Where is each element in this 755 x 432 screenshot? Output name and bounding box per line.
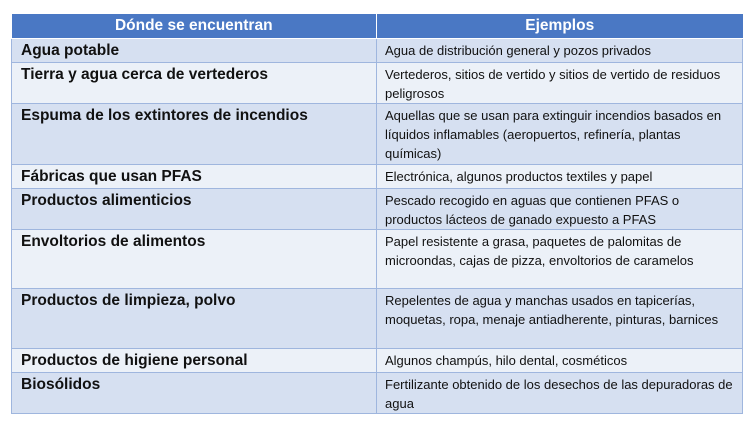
table-row [12,189,743,230]
pfas-sources-table-container [11,14,742,414]
table-row [12,104,743,165]
row-examples: Papel resistente a grasa, paquetes de palomitas de microondas, cajas de pizza, envoltorios de caramelos [377,230,743,289]
row-where: Tierra y agua cerca de vertederos [12,63,377,104]
row-examples: Fertilizante obtenido de los desechos de las depuradoras de agua [377,373,743,414]
row-where: Agua potable [12,39,377,63]
table-row [12,373,743,414]
row-where: Productos alimenticios [12,189,377,230]
pfas-sources-table [11,14,743,414]
row-where: Productos de limpieza, polvo [12,289,377,349]
row-examples: Vertederos, sitios de vertido y sitios de vertido de residuos peligrosos [377,63,743,104]
row-examples: Repelentes de agua y manchas usados en tapicerías, moquetas, ropa, menaje antiadherente, pinturas, barnices [377,289,743,349]
table-row [12,349,743,373]
header-examples: Ejemplos [377,14,743,39]
table-row [12,289,743,349]
row-examples: Algunos champús, hilo dental, cosméticos [377,349,743,373]
row-where: Espuma de los extintores de incendios [12,104,377,165]
header-where: Dónde se encuentran [12,14,377,39]
table-header-row [12,14,743,39]
table-row [12,63,743,104]
row-examples: Pescado recogido en aguas que contienen PFAS o productos lácteos de ganado expuesto a PFAS [377,189,743,230]
row-examples: Electrónica, algunos productos textiles y papel [377,165,743,189]
row-examples: Agua de distribución general y pozos privados [377,39,743,63]
row-where: Fábricas que usan PFAS [12,165,377,189]
table-row [12,230,743,289]
row-where: Envoltorios de alimentos [12,230,377,289]
row-examples: Aquellas que se usan para extinguir incendios basados en líquidos inflamables (aeropuertos, refinería, plantas químicas) [377,104,743,165]
row-where: Productos de higiene personal [12,349,377,373]
table-row [12,165,743,189]
table-row [12,39,743,63]
row-where: Biosólidos [12,373,377,414]
